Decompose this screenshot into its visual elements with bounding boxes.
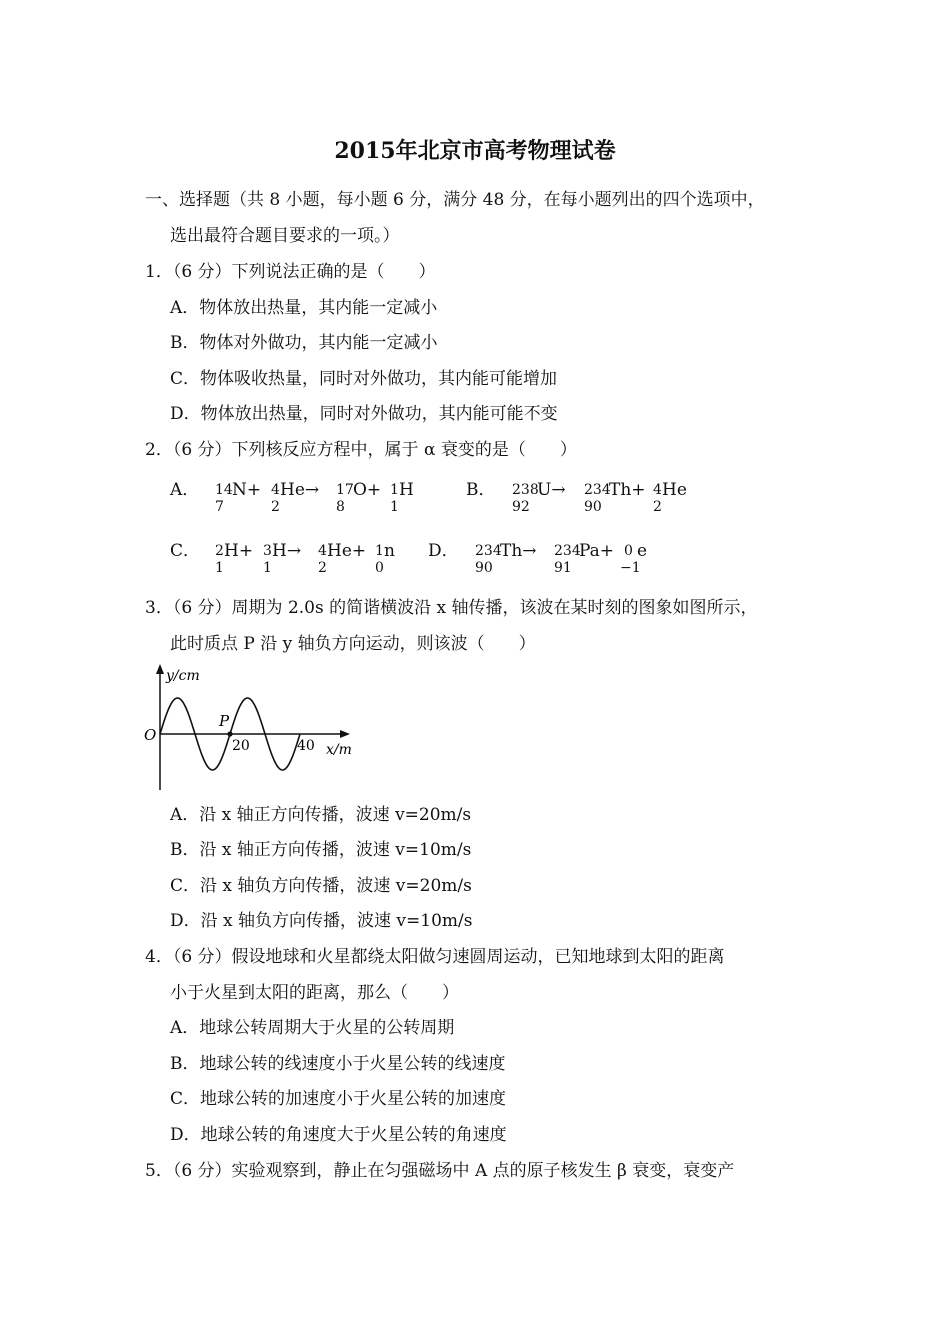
nuclide-charge: 8	[336, 499, 345, 515]
origin-label: O	[144, 726, 157, 744]
point-p-label: P	[219, 712, 230, 730]
nuclide-symbol: N+	[232, 480, 262, 500]
nuclide-mass: 4	[318, 543, 327, 559]
nuclide-mass: 0	[624, 543, 633, 559]
q1-option-c: C．物体吸收热量，同时对外做功，其内能可能增加	[170, 369, 558, 389]
nuclide-symbol: He→	[280, 480, 320, 500]
nuclide-symbol: He	[662, 480, 687, 500]
nuclide-charge: 90	[584, 499, 602, 515]
q5-stem: 5．（6 分）实验观察到，静止在匀强磁场中 A 点的原子核发生 β 衰变，衰变产	[145, 1161, 735, 1181]
nuclide-mass: 1	[390, 482, 399, 498]
nuclide-mass: 3	[263, 543, 272, 559]
q2-option-a-equation	[215, 482, 435, 524]
nuclide-mass: 1	[375, 543, 384, 559]
nuclide-charge: 1	[263, 560, 272, 576]
x-axis-label: x/m	[326, 742, 352, 758]
x-tick-label: 20	[232, 738, 250, 754]
nuclide-mass: 4	[653, 482, 662, 498]
nuclide-charge: 2	[318, 560, 327, 576]
q2-option-c-label: C．	[170, 541, 201, 561]
nuclide-mass: 234	[584, 482, 611, 498]
q4-option-b: B．地球公转的线速度小于火星公转的线速度	[170, 1054, 506, 1074]
x-axis-arrow-icon	[340, 730, 350, 738]
q4-stem-cont: 小于火星到太阳的距离，那么（ ）	[170, 983, 459, 1003]
q4-option-a: A．地球公转周期大于火星的公转周期	[170, 1018, 455, 1038]
nuclide-symbol: O+	[353, 480, 382, 500]
q2-stem: 2．（6 分）下列核反应方程中，属于 α 衰变的是（ ）	[145, 440, 577, 460]
nuclide-symbol: n	[384, 541, 395, 561]
nuclide-charge: 0	[375, 560, 384, 576]
q1-option-a: A．物体放出热量，其内能一定减小	[170, 298, 438, 318]
nuclide-mass: 4	[271, 482, 280, 498]
nuclide-mass: 238	[512, 482, 539, 498]
x-tick-label: 40	[297, 738, 315, 754]
nuclide-symbol: H+	[224, 541, 254, 561]
q2-option-d-label: D．	[428, 541, 459, 561]
nuclide-symbol: H→	[272, 541, 302, 561]
q3-option-a: A．沿 x 轴正方向传播，波速 v=20m/s	[170, 805, 472, 825]
q3-stem-cont: 此时质点 P 沿 y 轴负方向运动，则该波（ ）	[170, 634, 536, 654]
q2-option-d-equation	[475, 543, 675, 585]
section-header: 一、选择题（共 8 小题，每小题 6 分，满分 48 分，在每小题列出的四个选项中，	[145, 190, 765, 210]
q4-option-d: D．地球公转的角速度大于火星公转的角速度	[170, 1125, 507, 1145]
q1-option-b: B．物体对外做功，其内能一定减小	[170, 333, 438, 353]
nuclide-mass: 2	[215, 543, 224, 559]
nuclide-charge: 2	[653, 499, 662, 515]
nuclide-charge: 1	[390, 499, 399, 515]
nuclide-symbol: H	[399, 480, 414, 500]
section-header-cont: 选出最符合题目要求的一项。）	[170, 226, 400, 246]
q3-option-d: D．沿 x 轴负方向传播，波速 v=10m/s	[170, 911, 473, 931]
nuclide-charge: 91	[554, 560, 572, 576]
nuclide-charge: 90	[475, 560, 493, 576]
nuclide-symbol: Pa+	[579, 541, 615, 561]
q1-stem: 1．（6 分）下列说法正确的是（ ）	[145, 262, 436, 282]
q2-option-b-label: B．	[466, 480, 496, 500]
nuclide-symbol: U→	[537, 480, 566, 500]
nuclide-charge: −1	[620, 560, 641, 576]
nuclide-symbol: He+	[327, 541, 367, 561]
q2-option-c-equation	[215, 543, 415, 585]
point-p	[227, 731, 232, 736]
nuclide-mass: 234	[554, 543, 581, 559]
q2-option-a-label: A．	[170, 480, 200, 500]
q3-option-c: C．沿 x 轴负方向传播，波速 v=20m/s	[170, 876, 472, 896]
q4-option-c: C．地球公转的加速度小于火星公转的加速度	[170, 1089, 507, 1109]
q4-stem: 4．（6 分）假设地球和火星都绕太阳做匀速圆周运动，已知地球到太阳的距离	[145, 947, 725, 967]
nuclide-charge: 92	[512, 499, 530, 515]
y-axis-arrow-icon	[156, 664, 164, 674]
nuclide-charge: 7	[215, 499, 224, 515]
nuclide-mass: 234	[475, 543, 502, 559]
nuclide-charge: 2	[271, 499, 280, 515]
y-axis-label: y/cm	[166, 668, 200, 684]
nuclide-charge: 1	[215, 560, 224, 576]
q2-option-b-equation	[512, 482, 712, 524]
page-title: 2015年北京市高考物理试卷	[334, 138, 616, 164]
nuclide-symbol: e	[637, 541, 648, 561]
nuclide-symbol: Th+	[609, 480, 646, 500]
nuclide-symbol: Th→	[500, 541, 537, 561]
nuclide-mass: 17	[336, 482, 354, 498]
q3-option-b: B．沿 x 轴正方向传播，波速 v=10m/s	[170, 840, 472, 860]
nuclide-mass: 14	[215, 482, 233, 498]
q1-option-d: D．物体放出热量，同时对外做功，其内能可能不变	[170, 404, 558, 424]
q3-stem: 3．（6 分）周期为 2.0s 的简谐横波沿 x 轴传播，该波在某时刻的图象如图所示，	[145, 598, 758, 618]
wave-figure	[140, 662, 370, 794]
